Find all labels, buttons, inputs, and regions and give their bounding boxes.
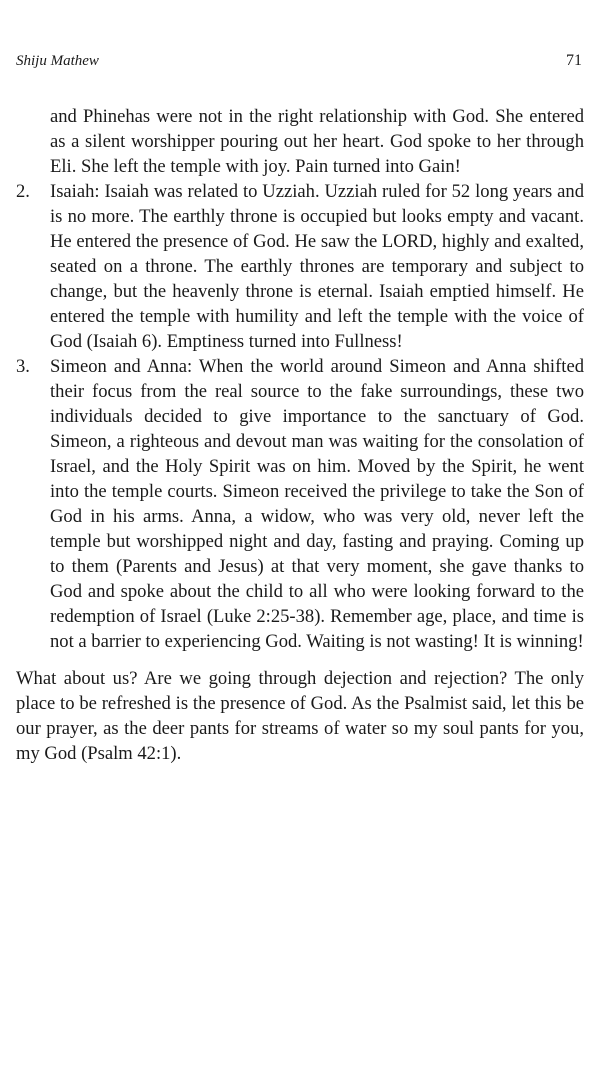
list-item (16, 179, 584, 354)
body-text (16, 104, 584, 766)
list-item-number: 3. (16, 356, 30, 377)
list-item (16, 354, 584, 654)
continuation-paragraph: and Phinehas were not in the right relationship with God. She entered as a silent worshipper pouring out her heart. God spoke to her through Eli. She left the temple with joy. Pain turned into Gain! (50, 106, 584, 177)
running-head (16, 52, 582, 70)
list-item-text: Simeon and Anna: When the world around Simeon and Anna shifted their focus from the real source to the fake surroundings, these two individuals decided to give importance to the sanctuary of God. Simeon, a righteous and devout man was waiting for the consolation of Israel, and the Holy Spirit was on him. Moved by the Spirit, he went into the temple courts. Simeon received the privilege to take the Son of God in his arms. Anna, a widow, who was very old, never left the temple but worshipped night and day, fasting and praying. Coming up to them (Parents and Jesus) at that very moment, she gave thanks to God and spoke about the child to all who were looking forward to the redemption of Israel (Luke 2:25-38). Remember age, place, and time is not a barrier to experiencing God. Waiting is not wasting! It is winning! (50, 356, 584, 652)
numbered-list (16, 179, 584, 654)
closing-paragraph: What about us? Are we going through dejection and rejection? The only place to be refreshed is the presence of God. As the Psalmist said, let this be our prayer, as the deer pants for streams of water so my soul pants for you, my God (Psalm 42:1). (16, 668, 584, 764)
page-number: 71 (566, 52, 582, 69)
running-head-author: Shiju Mathew (16, 53, 99, 69)
list-item-text: Isaiah: Isaiah was related to Uzziah. Uzziah ruled for 52 long years and is no more. The earthly throne is occupied but looks empty and vacant. He entered the presence of God. He saw the LORD, highly and exalted, seated on a throne. The earthly thrones are temporary and subject to change, but the heavenly throne is eternal. Isaiah emptied himself. He entered the temple with humility and left the temple with the voice of God (Isaiah 6). Emptiness turned into Fullness! (50, 181, 584, 352)
list-item-number: 2. (16, 181, 30, 202)
